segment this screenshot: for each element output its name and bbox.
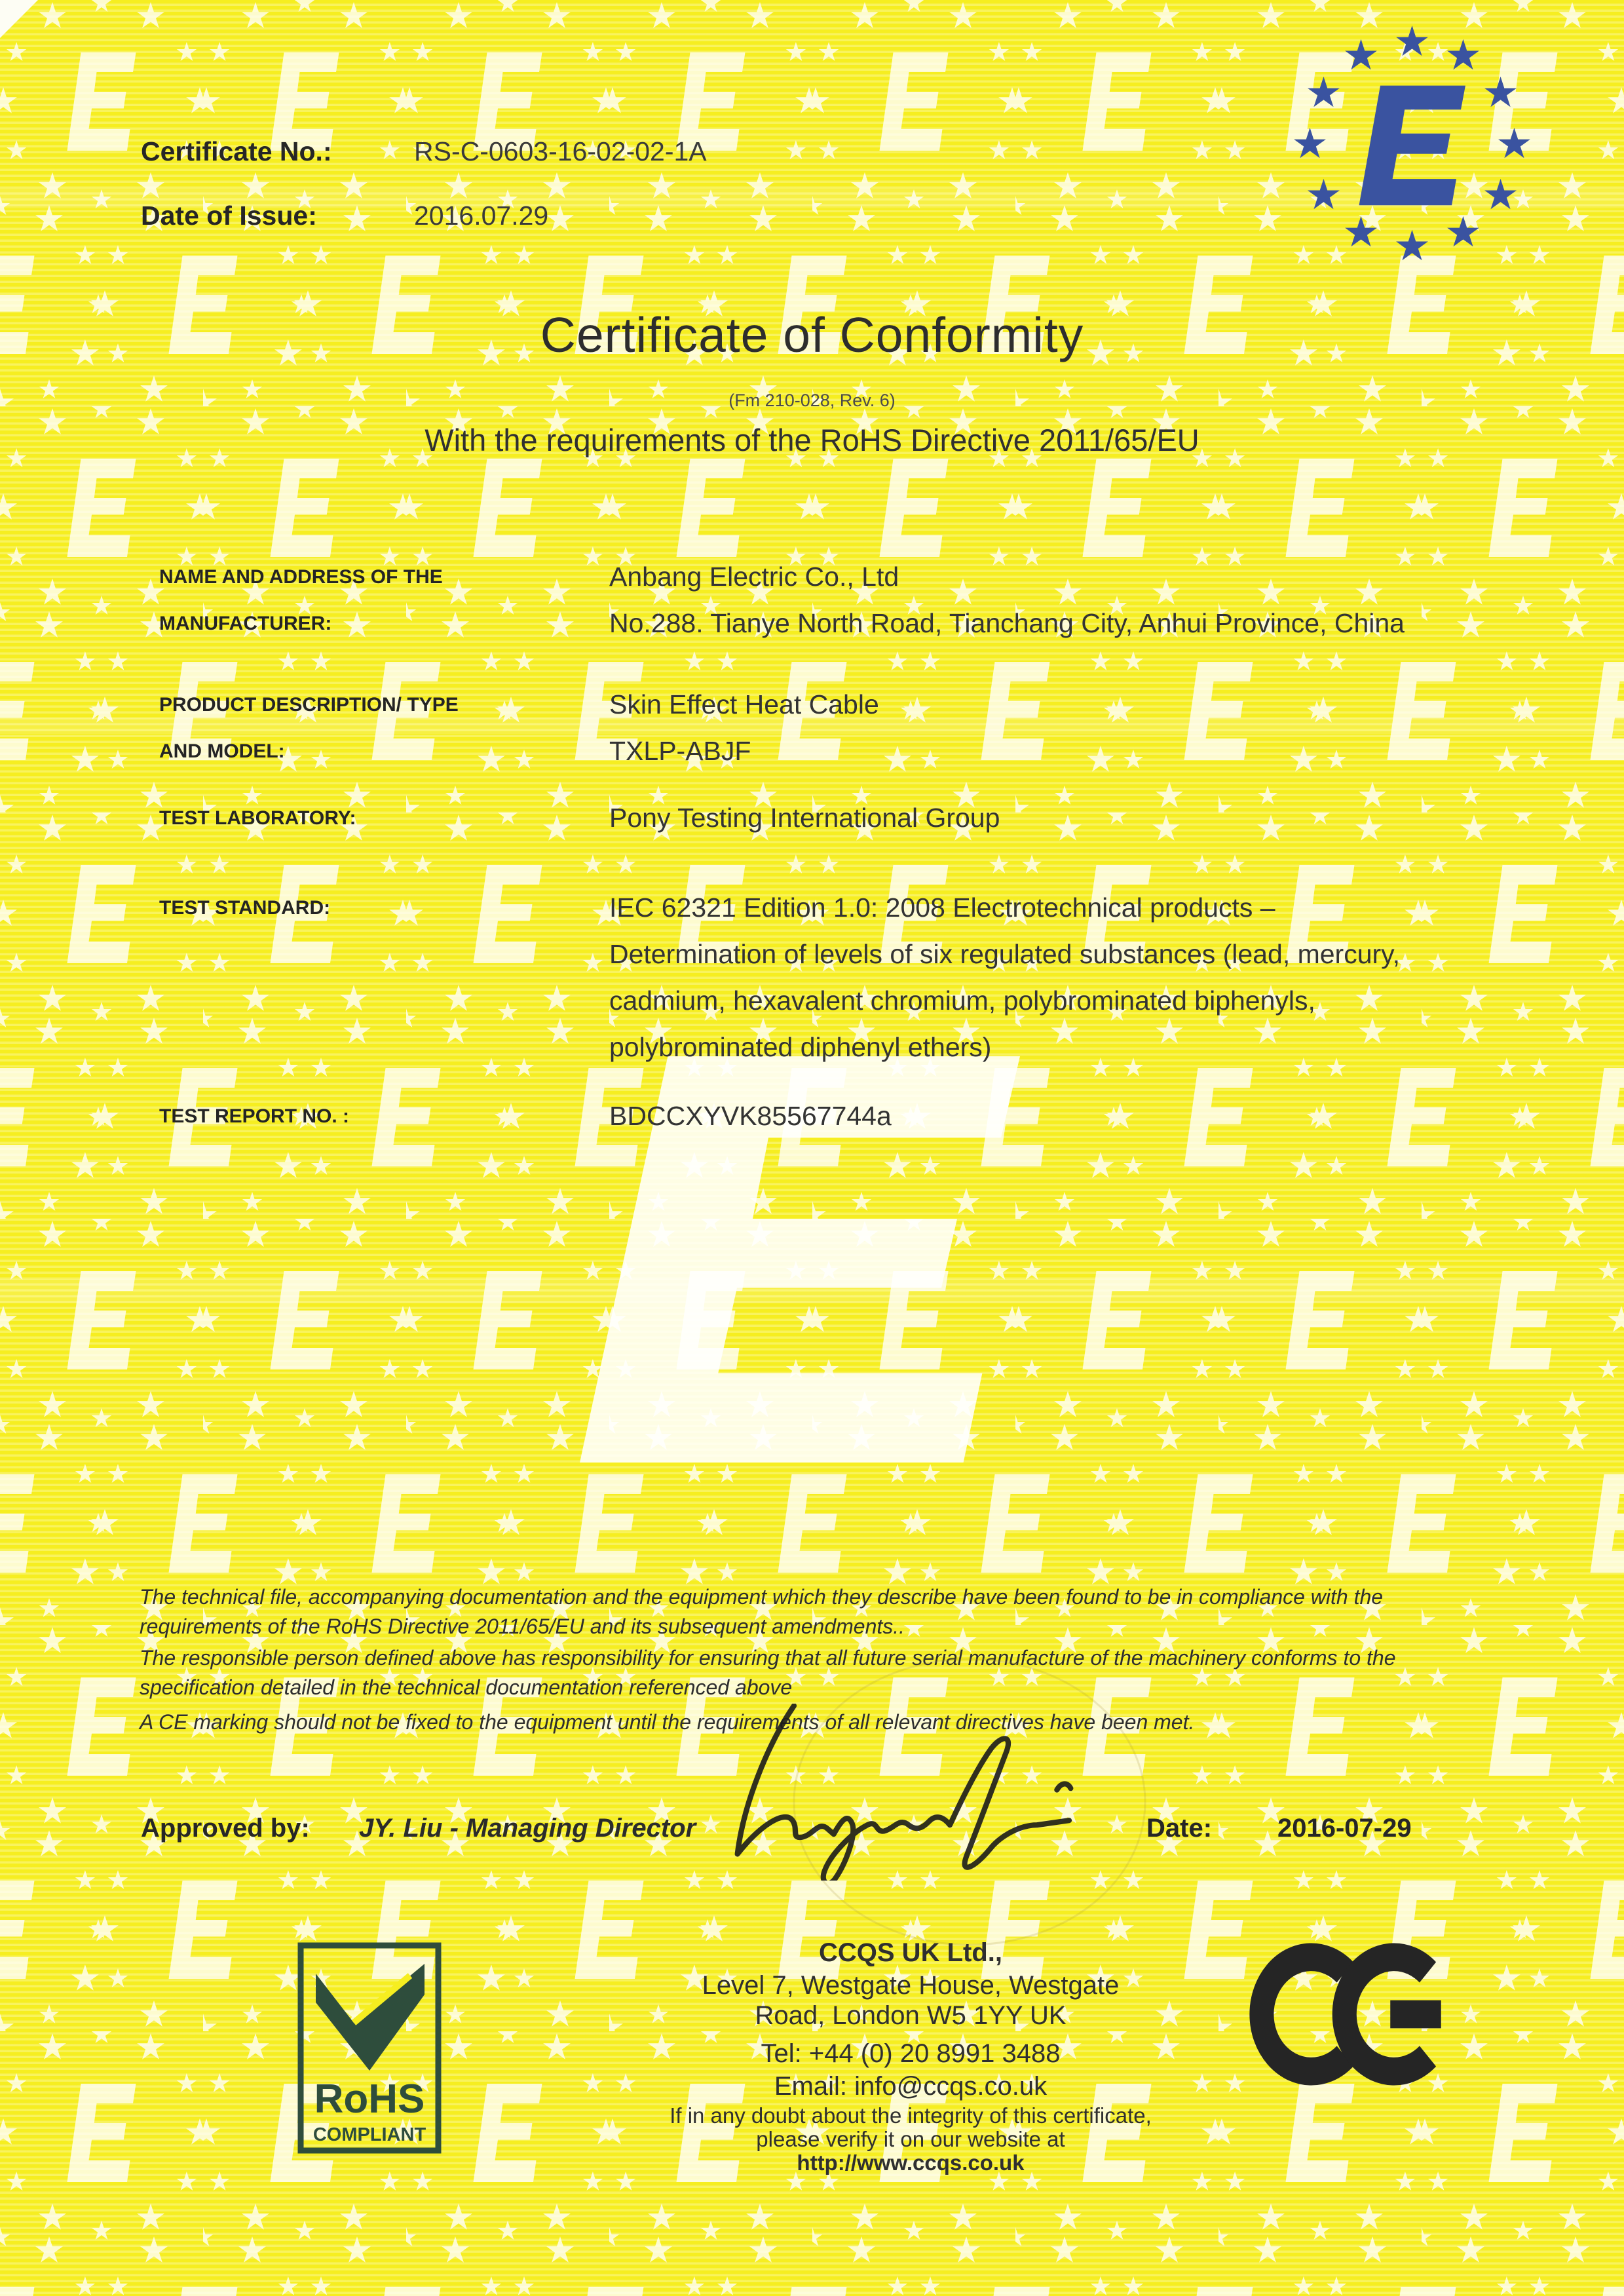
approved-by-label: Approved by: — [141, 1814, 310, 1843]
statement-ce-marking: A CE marking should not be fixed to the equipment until the requirements of all relevant directives have been met. — [140, 1710, 1195, 1734]
issuer-email: Email: info@ccqs.co.uk — [774, 2072, 1048, 2101]
date-of-issue-value: 2016.07.29 — [414, 201, 549, 231]
field-label: TEST LABORATORY: — [159, 807, 356, 829]
approver-name: JY. Liu - Managing Director — [359, 1814, 696, 1843]
field-value: BDCCXYVK85567744a — [609, 1101, 892, 1131]
page-title: Certificate of Conformity — [540, 307, 1084, 362]
issuer-tel: Tel: +44 (0) 20 8991 3488 — [761, 2039, 1061, 2068]
field-value: TXLP-ABJF — [609, 736, 751, 766]
field-value: polybrominated diphenyl ethers) — [609, 1032, 992, 1062]
form-reference: (Fm 210-028, Rev. 6) — [728, 391, 896, 410]
issuer-address-line2: Road, London W5 1YY UK — [755, 2001, 1067, 2030]
field-value: cadmium, hexavalent chromium, polybrominated biphenyls, — [609, 985, 1315, 1016]
field-label: AND MODEL: — [159, 740, 285, 762]
field-label: NAME AND ADDRESS OF THE — [159, 566, 443, 588]
issuer-name: CCQS UK Ltd., — [819, 1938, 1002, 1967]
verify-note-line2: please verify it on our website at — [756, 2127, 1065, 2151]
field-label: MANUFACTURER: — [159, 613, 332, 634]
field-label: TEST STANDARD: — [159, 897, 331, 919]
issuer-block — [619, 1938, 1202, 2187]
approval-date-value: 2016-07-29 — [1277, 1814, 1412, 1843]
date-label: Date: — [1146, 1814, 1213, 1843]
field-value: Determination of levels of six regulated substances (lead, mercury, — [609, 939, 1401, 969]
field-label: TEST REPORT NO. : — [159, 1105, 350, 1127]
signature-icon — [721, 1704, 1087, 1881]
field-value: Anbang Electric Co., Ltd — [609, 562, 899, 592]
certificate-no-row — [0, 136, 1624, 176]
date-of-issue-label: Date of Issue: — [141, 201, 317, 231]
statement-responsibility: The responsible person defined above has responsibility for ensuring that all future serial manufacture of the machinery conforms to the specification detailed in the technical documentation referenced above — [140, 1646, 1396, 1699]
date-of-issue-row — [0, 201, 1624, 240]
issuer-address-line1: Level 7, Westgate House, Westgate — [702, 1971, 1120, 2000]
rohs-sublabel: COMPLIANT — [312, 2124, 426, 2145]
rohs-compliant-logo-icon — [296, 1941, 443, 2155]
field-value: Skin Effect Heat Cable — [609, 689, 879, 719]
field-value: IEC 62321 Edition 1.0: 2008 Electrotechnical products – — [609, 892, 1275, 923]
rohs-label: RoHS — [314, 2076, 425, 2122]
page-corner — [0, 0, 38, 38]
ce-mark-icon — [1248, 1932, 1458, 2097]
page-subtitle: With the requirements of the RoHS Directive 2011/65/EU — [425, 423, 1199, 457]
certificate-no-value: RS-C-0603-16-02-02-1A — [414, 136, 707, 166]
certificate-no-label: Certificate No.: — [141, 136, 332, 166]
field-value: No.288. Tianye North Road, Tianchang City, Anhui Province, China — [609, 608, 1405, 638]
issuer-website: http://www.ccqs.co.uk — [797, 2151, 1025, 2175]
statement-compliance: The technical file, accompanying documentation and the equipment which they describe have been found to be in compliance with the requirements of the RoHS Directive 2011/65/EU and its subsequent amendments.. — [140, 1585, 1384, 1638]
field-value: Pony Testing International Group — [609, 803, 1000, 833]
verify-note-line1: If in any doubt about the integrity of this certificate, — [670, 2103, 1152, 2128]
field-label: PRODUCT DESCRIPTION/ TYPE — [159, 694, 459, 716]
